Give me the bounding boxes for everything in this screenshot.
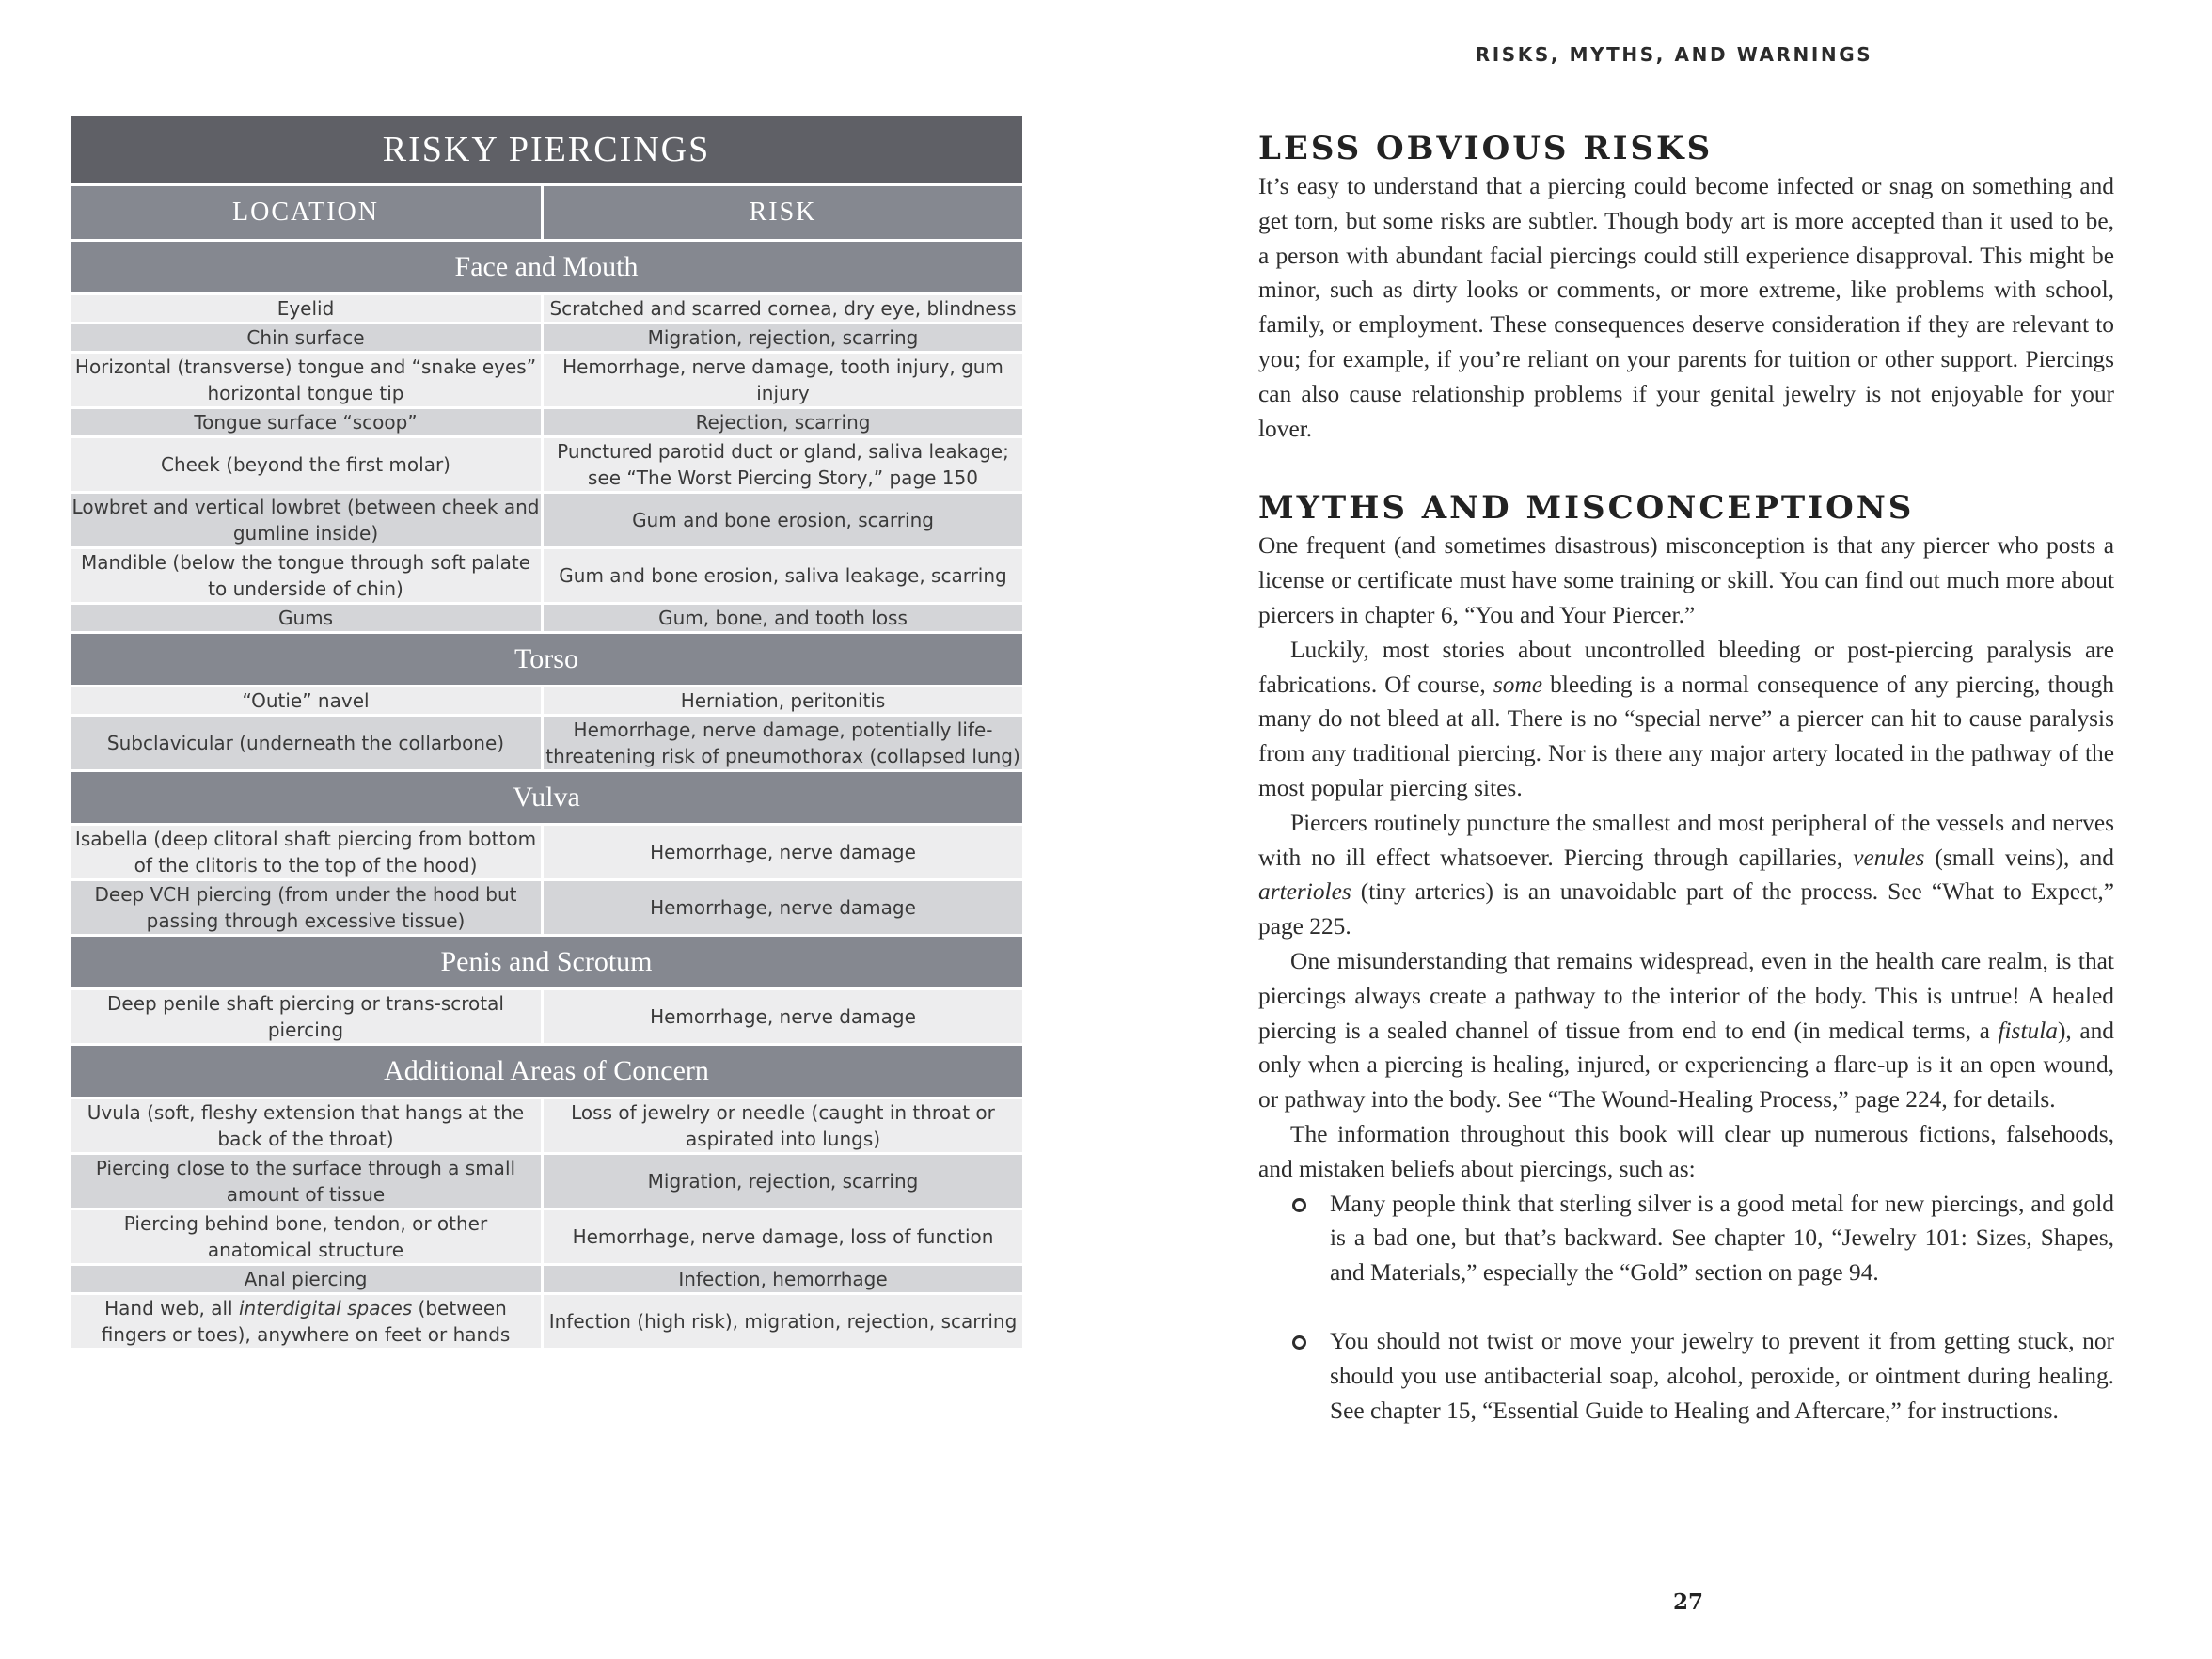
location-cell: Gums bbox=[71, 605, 544, 631]
table-row bbox=[71, 717, 1022, 769]
risk-cell: Infection, hemorrhage bbox=[544, 1266, 1022, 1292]
location-cell: Deep VCH piercing (from under the hood but passing through excessive tissue) bbox=[71, 881, 544, 934]
table-row bbox=[71, 605, 1022, 631]
risk-cell: Migration, rejection, scarring bbox=[544, 324, 1022, 351]
table-row bbox=[71, 1266, 1022, 1292]
text-column bbox=[1258, 128, 2114, 1462]
location-cell: Isabella (deep clitoral shaft piercing from bottom of the clitoris to the top of the hood) bbox=[71, 826, 544, 878]
section-header: Face and Mouth bbox=[71, 242, 1022, 292]
location-cell: Uvula (soft, fleshy extension that hangs at the back of the throat) bbox=[71, 1099, 544, 1152]
location-cell: Piercing behind bone, tendon, or other anatomical structure bbox=[71, 1210, 544, 1263]
bullet-item: Many people think that sterling silver is a good metal for new piercings, and gold is a bad one, but that’s backward. See chapter 10, “Jewelry 101: Sizes, Shapes, and Materials,” especially the “Gold” section on page 94. bbox=[1258, 1187, 2114, 1290]
section-header: Penis and Scrotum bbox=[71, 937, 1022, 988]
section-header: Additional Areas of Concern bbox=[71, 1046, 1022, 1097]
risk-cell: Migration, rejection, scarring bbox=[544, 1155, 1022, 1208]
risk-cell: Loss of jewelry or needle (caught in throat or aspirated into lungs) bbox=[544, 1099, 1022, 1152]
risk-cell: Hemorrhage, nerve damage, tooth injury, gum injury bbox=[544, 354, 1022, 406]
location-cell: Lowbret and vertical lowbret (between cheek and gumline inside) bbox=[71, 494, 544, 546]
risk-cell: Gum, bone, and tooth loss bbox=[544, 605, 1022, 631]
risk-cell: Gum and bone erosion, saliva leakage, scarring bbox=[544, 549, 1022, 602]
table-row bbox=[71, 324, 1022, 351]
risk-cell: Gum and bone erosion, scarring bbox=[544, 494, 1022, 546]
table-title: RISKY PIERCINGS bbox=[71, 116, 1022, 183]
myths-paragraph-3: Piercers routinely puncture the smallest and most peripheral of the vessels and nerves with no ill effect whatsoever. Piercing through capillaries, venules (small veins), and arterioles (tiny arteries) is an unavoidable part of the process. See “What to Expect,” page 225. bbox=[1258, 809, 2114, 940]
table-row bbox=[71, 687, 1022, 714]
location-cell: Eyelid bbox=[71, 295, 544, 322]
table-row bbox=[71, 438, 1022, 491]
risk-cell: Scratched and scarred cornea, dry eye, blindness bbox=[544, 295, 1022, 322]
table-row bbox=[71, 826, 1022, 878]
table-row bbox=[71, 409, 1022, 435]
location-cell: Mandible (below the tongue through soft palate to underside of chin) bbox=[71, 549, 544, 602]
myths-paragraph-4: One misunderstanding that remains widespread, even in the health care realm, is that piercings always create a pathway to the interior of the body. This is untrue! A healed piercing is a sealed channel of tissue from end to end (in medical terms, a fistula), and only when a piercing is healing, injured, or experiencing a flare-up is it an open wound, or pathway into the body. See “The Wound-Healing Process,” page 224, for details. bbox=[1258, 947, 2114, 1114]
myths-bullet-list bbox=[1258, 1187, 2114, 1429]
table-row bbox=[71, 1155, 1022, 1208]
section-header-row bbox=[71, 772, 1022, 823]
risk-cell: Hemorrhage, nerve damage bbox=[544, 990, 1022, 1043]
risk-cell: Herniation, peritonitis bbox=[544, 687, 1022, 714]
table-body bbox=[71, 242, 1022, 1348]
location-cell: Horizontal (transverse) tongue and “snake eyes” horizontal tongue tip bbox=[71, 354, 544, 406]
less-obvious-risks-paragraph: It’s easy to understand that a piercing could become infected or snag on something and get torn, but some risks are subtler. Though body art is more accepted than it used to be, a person with abundant facial piercings could still experience disapproval. This might be minor, such as dirty looks or comments, or more extreme, like problems with school, family, or employment. These consequences deserve consideration if they are relevant to you; for example, if you’re reliant on your parents for tuition or other support. Piercings can also cause relationship problems if your genital jewelry is not enjoyable for your lover. bbox=[1258, 173, 2114, 442]
location-cell: Tongue surface “scoop” bbox=[71, 409, 544, 435]
location-cell: Piercing close to the surface through a small amount of tissue bbox=[71, 1155, 544, 1208]
table-row bbox=[71, 1099, 1022, 1152]
column-header-risk: RISK bbox=[544, 186, 1022, 239]
risk-cell: Rejection, scarring bbox=[544, 409, 1022, 435]
section-header-row bbox=[71, 242, 1022, 292]
myths-heading: MYTHS AND MISCONCEPTIONS bbox=[1258, 489, 1915, 528]
risk-cell: Infection (high risk), migration, rejection, scarring bbox=[544, 1295, 1022, 1348]
risk-cell: Hemorrhage, nerve damage, potentially life-threatening risk of pneumothorax (collapsed lung) bbox=[544, 717, 1022, 769]
table-row bbox=[71, 354, 1022, 406]
bullet-item: You should not twist or move your jewelry to prevent it from getting stuck, nor should you use antibacterial soap, alcohol, peroxide, or ointment during healing. See chapter 15, “Essential Guide to Healing and Aftercare,” for instructions. bbox=[1258, 1324, 2114, 1428]
table-row bbox=[71, 881, 1022, 934]
location-cell: Hand web, all interdigital spaces (between fingers or toes), anywhere on feet or hands bbox=[71, 1295, 544, 1348]
table-row bbox=[71, 990, 1022, 1043]
myths-paragraph-5: The information throughout this book will clear up numerous fictions, falsehoods, and mistaken beliefs about piercings, such as: bbox=[1258, 1120, 2114, 1182]
page-number: 27 bbox=[1672, 1589, 1703, 1615]
section-header: Vulva bbox=[71, 772, 1022, 823]
table-row bbox=[71, 295, 1022, 322]
table-row bbox=[71, 549, 1022, 602]
bullet-ring-icon bbox=[1292, 1198, 1306, 1212]
running-head: RISKS, MYTHS, AND WARNINGS bbox=[1475, 43, 1873, 66]
section-header-row bbox=[71, 937, 1022, 988]
location-cell: Chin surface bbox=[71, 324, 544, 351]
table-row bbox=[71, 1210, 1022, 1263]
bullet-ring-icon bbox=[1292, 1335, 1306, 1350]
location-cell: “Outie” navel bbox=[71, 687, 544, 714]
section-header: Torso bbox=[71, 634, 1022, 685]
location-cell: Cheek (beyond the first molar) bbox=[71, 438, 544, 491]
section-header-row bbox=[71, 1046, 1022, 1097]
column-header-location: LOCATION bbox=[71, 186, 544, 239]
risk-cell: Punctured parotid duct or gland, saliva leakage; see “The Worst Piercing Story,” page 150 bbox=[544, 438, 1022, 491]
risk-cell: Hemorrhage, nerve damage bbox=[544, 826, 1022, 878]
section-header-row bbox=[71, 634, 1022, 685]
risk-cell: Hemorrhage, nerve damage, loss of function bbox=[544, 1210, 1022, 1263]
myths-paragraph-2: Luckily, most stories about uncontrolled bleeding or post-piercing paralysis are fabrications. Of course, some bleeding is a normal consequence of any piercing, though many do not bleed at all. There is no “special nerve” a piercer can hit to cause paralysis from any traditional piercing. Nor is there any major artery located in the pathway of the most popular piercing sites. bbox=[1258, 636, 2114, 801]
risk-cell: Hemorrhage, nerve damage bbox=[544, 881, 1022, 934]
location-cell: Deep penile shaft piercing or trans-scrotal piercing bbox=[71, 990, 544, 1043]
location-cell: Anal piercing bbox=[71, 1266, 544, 1292]
location-cell: Subclavicular (underneath the collarbone) bbox=[71, 717, 544, 769]
risky-piercings-table bbox=[71, 113, 1022, 1351]
table-row bbox=[71, 1295, 1022, 1348]
less-obvious-risks-heading: LESS OBVIOUS RISKS bbox=[1258, 130, 1714, 167]
myths-paragraph-1: One frequent (and sometimes disastrous) misconception is that any piercer who posts a license or certificate must have some training or skill. You can find out much more about piercers in chapter 6, “You and Your Piercer.” bbox=[1258, 532, 2114, 628]
table-row bbox=[71, 494, 1022, 546]
